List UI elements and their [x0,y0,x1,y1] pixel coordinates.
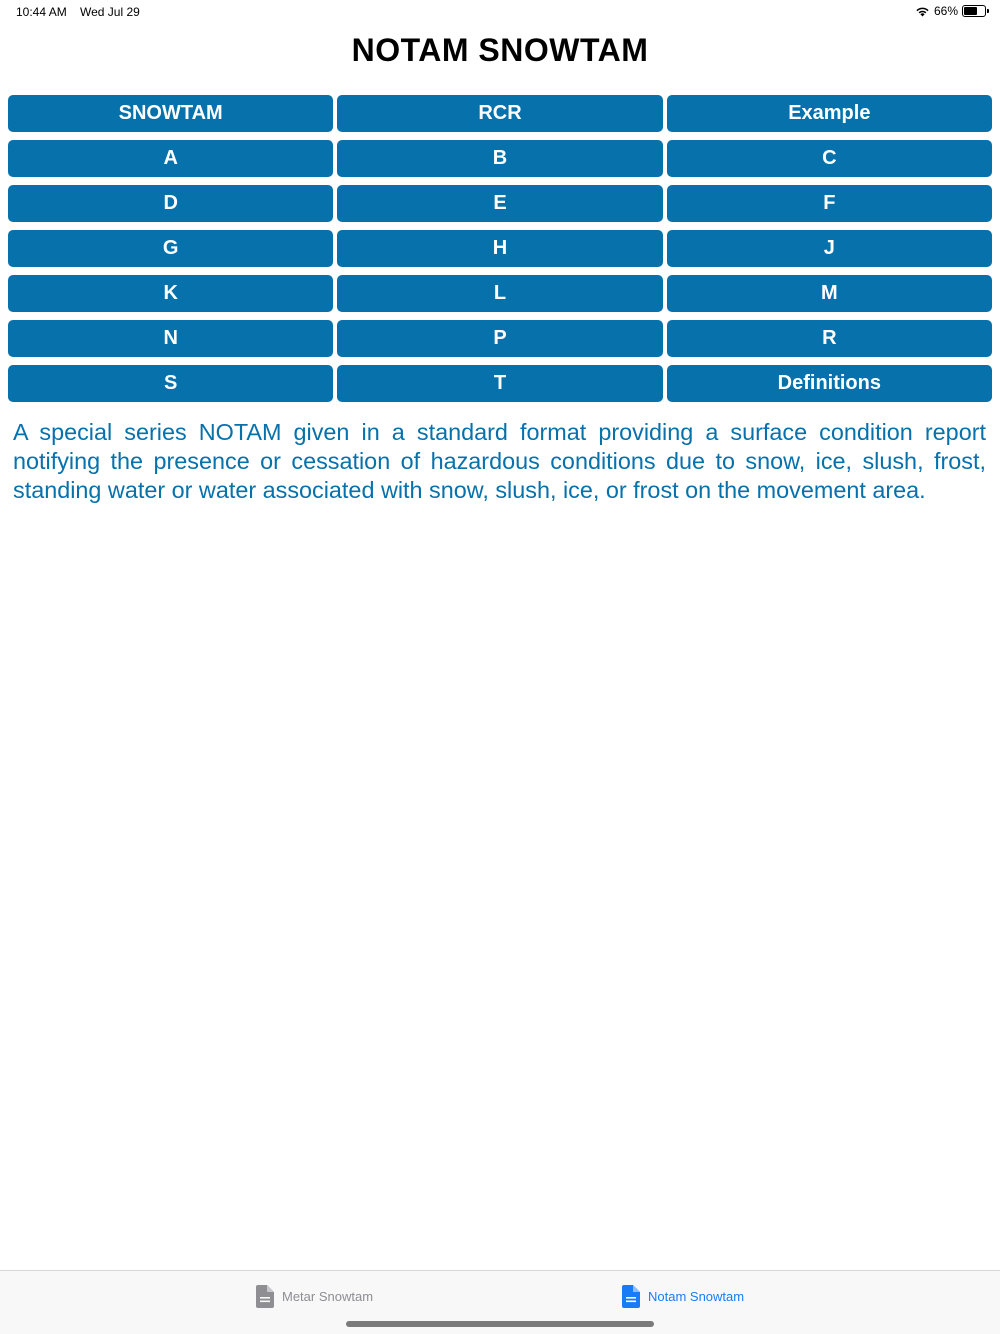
home-indicator[interactable] [346,1321,654,1327]
field-n-button[interactable]: N [8,320,333,357]
field-k-button[interactable]: K [8,275,333,312]
field-l-button[interactable]: L [337,275,662,312]
field-f-button[interactable]: F [667,185,992,222]
field-m-button[interactable]: M [667,275,992,312]
snowtam-description: A special series NOTAM given in a standard format providing a surface condition report notifying the presence or cessation of hazardous conditions due to snow, ice, slush, frost, standing water or water associated with snow, slush, ice, or frost on the movement area. [13,419,986,503]
field-t-button[interactable]: T [337,365,662,402]
battery-fill [964,7,977,15]
rcr-button[interactable]: RCR [337,95,662,132]
battery-icon [962,5,986,17]
page-title: NOTAM SNOWTAM [351,32,649,68]
battery-percent: 66% [933,4,958,18]
field-s-button[interactable]: S [8,365,333,402]
field-g-button[interactable]: G [8,230,333,267]
tab-notam-snowtam-label: Notam Snowtam [648,1289,745,1304]
document-icon [256,1285,274,1308]
field-a-button[interactable]: A [8,140,333,177]
snowtam-button-grid [8,95,992,402]
field-p-button[interactable]: P [337,320,662,357]
status-right [915,4,986,18]
definitions-button[interactable]: Definitions [667,365,992,402]
snowtam-button[interactable]: SNOWTAM [8,95,333,132]
field-j-button[interactable]: J [667,230,992,267]
field-d-button[interactable]: D [8,185,333,222]
status-bar [0,0,1000,24]
tab-metar-snowtam-label: Metar Snowtam [282,1289,374,1304]
field-c-button[interactable]: C [667,140,992,177]
field-e-button[interactable]: E [337,185,662,222]
document-icon [622,1285,640,1308]
tab-metar-snowtam[interactable] [256,1285,373,1308]
status-date: Wed Jul 29 [80,5,140,19]
field-b-button[interactable]: B [337,140,662,177]
wifi-icon [915,6,930,17]
status-time: 10:44 AM [16,5,67,19]
field-r-button[interactable]: R [667,320,992,357]
field-h-button[interactable]: H [337,230,662,267]
tab-notam-snowtam[interactable] [622,1285,744,1308]
example-button[interactable]: Example [667,95,992,132]
